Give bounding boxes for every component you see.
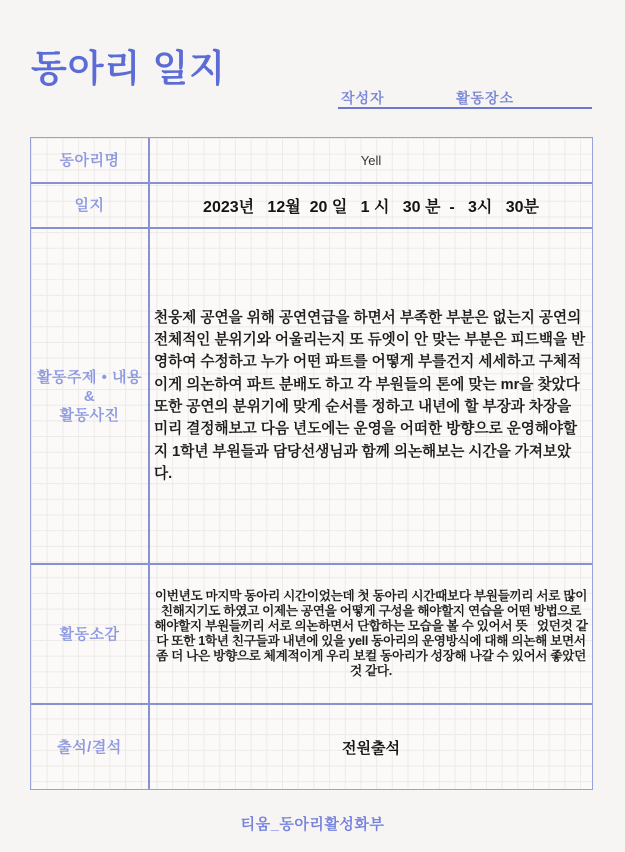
attendance-value: 전원출석 [342,739,400,757]
activity-topic-label-line2: & [83,387,96,405]
activity-topic-label [31,229,150,565]
meta-underline [338,107,592,109]
activity-topic-text: 천웅제 공연을 위해 공연연급을 하면서 부족한 부분은 없는지 공연의 전체적인 분위기와 어울리는지 또 듀엣이 안 맞는 부분은 피드백을 반영하여 수정하고 누가 어떤 파트를 어떻게 부를건지 세세하고 구체적이게 의논하여 파트 분배도 하고 각 부원들의 톤에 맞는 mr을 찾았다 또한 공연의 분위기에 맞게 순서를 정하고 내년에 할 부장과 차장을 미리 결정해보고 다음 년도에는 운영을 어떠한 방향으로 운영해야할지 1학년 부원들과 담당선생님과 함께 의논해보는 시간을 가져보았다. [150,229,592,565]
date-value: 2023년 12월 20 일 1 시 30 분 - 3시 30분 [150,184,592,229]
activity-review-label: 활동소감 [31,565,150,705]
attendance-label: 출석/결석 [31,705,150,789]
activity-topic-label-line1: 활동주제 • 내용 [36,368,143,386]
club-name-label: 동아리명 [31,138,150,184]
page-title: 동아리 일지 [31,48,226,89]
club-name-value: Yell [150,138,592,184]
activity-place-label: 활동장소 [456,90,515,106]
meta-row [0,88,625,112]
activity-review-text: 이번년도 마지막 동아리 시간이었는데 첫 동아리 시간때보다 부원들끼리 서로 많이 친해지기도 하였고 이제는 공연을 어떻게 구성을 해야할지 연습을 어떤 방법으로 해야할지 부원들끼리 서로 의논하면서 단합하는 모습을 볼 수 있어서 뜻 었던것 같다 또한 1학년 친구들과 내년에 있을 yell 동아리의 운영방식에 대해 의논해 보면서 좀 더 나은 방향으로 체계적이게 우리 보컬 동아리가 성장해 나갈 수 있어서 좋았던것 같다. [150,565,592,705]
journal-table [30,137,593,790]
author-label: 작성자 [341,90,385,106]
date-label: 일지 [31,184,150,229]
footer-text: 티움_동아리활성화부 [240,816,385,833]
activity-topic-label-line3: 활동사진 [59,406,120,424]
